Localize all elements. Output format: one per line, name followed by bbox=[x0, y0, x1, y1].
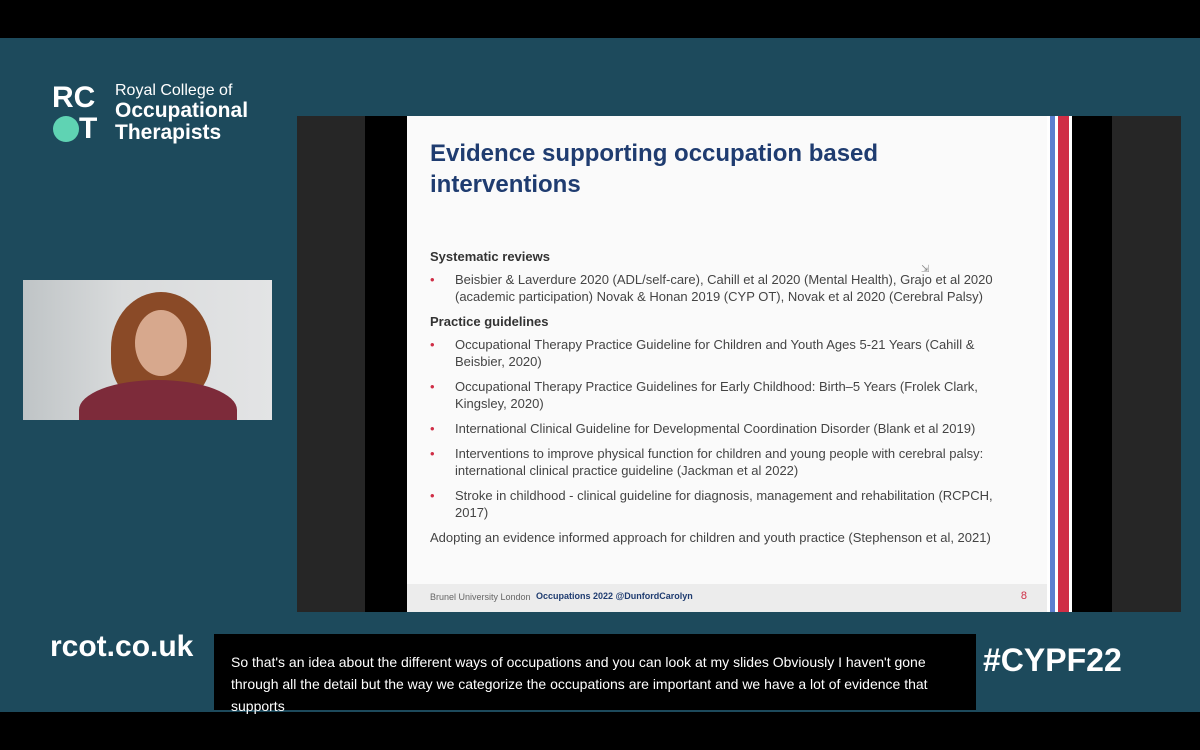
list-item: • International Clinical Guideline for Developmental Coordination Disorder (Blank et al 2019) bbox=[430, 421, 976, 436]
presentation-slide bbox=[407, 116, 1047, 612]
list-item: • Beisbier & Laverdure 2020 (ADL/self-care), Cahill et al 2020 (Mental Health), Grajo et al 2020 (academic participation) Novak & Honan 2019 (CYP OT), Novak et al 2020 (Cerebral Palsy) bbox=[430, 272, 993, 304]
slide-footer bbox=[407, 584, 1047, 612]
logo-line-2: Occupational bbox=[115, 99, 249, 122]
event-hashtag: #CYPF22 bbox=[983, 642, 1122, 678]
video-frame bbox=[0, 38, 1200, 712]
footer-institution: Brunel University London bbox=[430, 592, 531, 602]
logo-line-3: Therapists bbox=[115, 121, 222, 144]
website-url: rcot.co.uk bbox=[50, 630, 194, 663]
practice-guidelines-list bbox=[430, 336, 1020, 521]
slide-content bbox=[430, 248, 1020, 546]
logo-letters-top: RC bbox=[52, 80, 96, 114]
logo-letters-bottom: T bbox=[79, 111, 98, 145]
list-item: • Occupational Therapy Practice Guidelines for Early Childhood: Birth–5 Years (Frolek Clark, Kingsley, 2020) bbox=[430, 379, 978, 411]
footer-conference: Occupations 2022 @DunfordCarolyn bbox=[536, 591, 693, 601]
bullet-icon: • bbox=[430, 379, 435, 394]
list-item: • Occupational Therapy Practice Guideline for Children and Youth Ages 5-21 Years (Cahill & Beisbier, 2020) bbox=[430, 337, 975, 369]
systematic-reviews-list bbox=[430, 271, 1020, 305]
logo-circle-icon bbox=[53, 116, 79, 142]
list-item: • Stroke in childhood - clinical guideline for diagnosis, management and rehabilitation (RCPCH, 2017) bbox=[430, 488, 993, 520]
bullet-icon: • bbox=[430, 488, 435, 503]
slide-edge-stripes bbox=[1047, 116, 1072, 612]
bullet-icon: • bbox=[430, 446, 435, 461]
live-caption: So that's an idea about the different ways of occupations and you can look at my slides Obviously I haven't gone through all the detail but the way we categorize the occupations are important and we have a lot of evidence that supports bbox=[214, 634, 976, 710]
logo-mark bbox=[52, 82, 108, 144]
bullet-icon: • bbox=[430, 272, 435, 287]
list-item: • Interventions to improve physical function for children and young people with cerebral palsy: international clinical practice guideline (Jackman et al 2022) bbox=[430, 446, 984, 478]
systematic-reviews-heading: Systematic reviews bbox=[430, 249, 550, 264]
slide-number: 8 bbox=[1020, 590, 1027, 602]
closing-line: Adopting an evidence informed approach for children and youth practice (Stephenson et al, 2021) bbox=[430, 530, 991, 545]
logo-text bbox=[115, 82, 248, 144]
bullet-icon: • bbox=[430, 337, 435, 352]
mouse-cursor-icon: ⇲ bbox=[921, 264, 930, 275]
logo-line-1: Royal College of bbox=[115, 82, 233, 99]
practice-guidelines-heading: Practice guidelines bbox=[430, 314, 549, 329]
bullet-icon: • bbox=[430, 421, 435, 436]
slide-title: Evidence supporting occupation based interventions bbox=[430, 140, 879, 198]
screen-share bbox=[297, 116, 1181, 612]
speaker-webcam bbox=[23, 280, 272, 420]
speaker-face bbox=[135, 310, 187, 376]
